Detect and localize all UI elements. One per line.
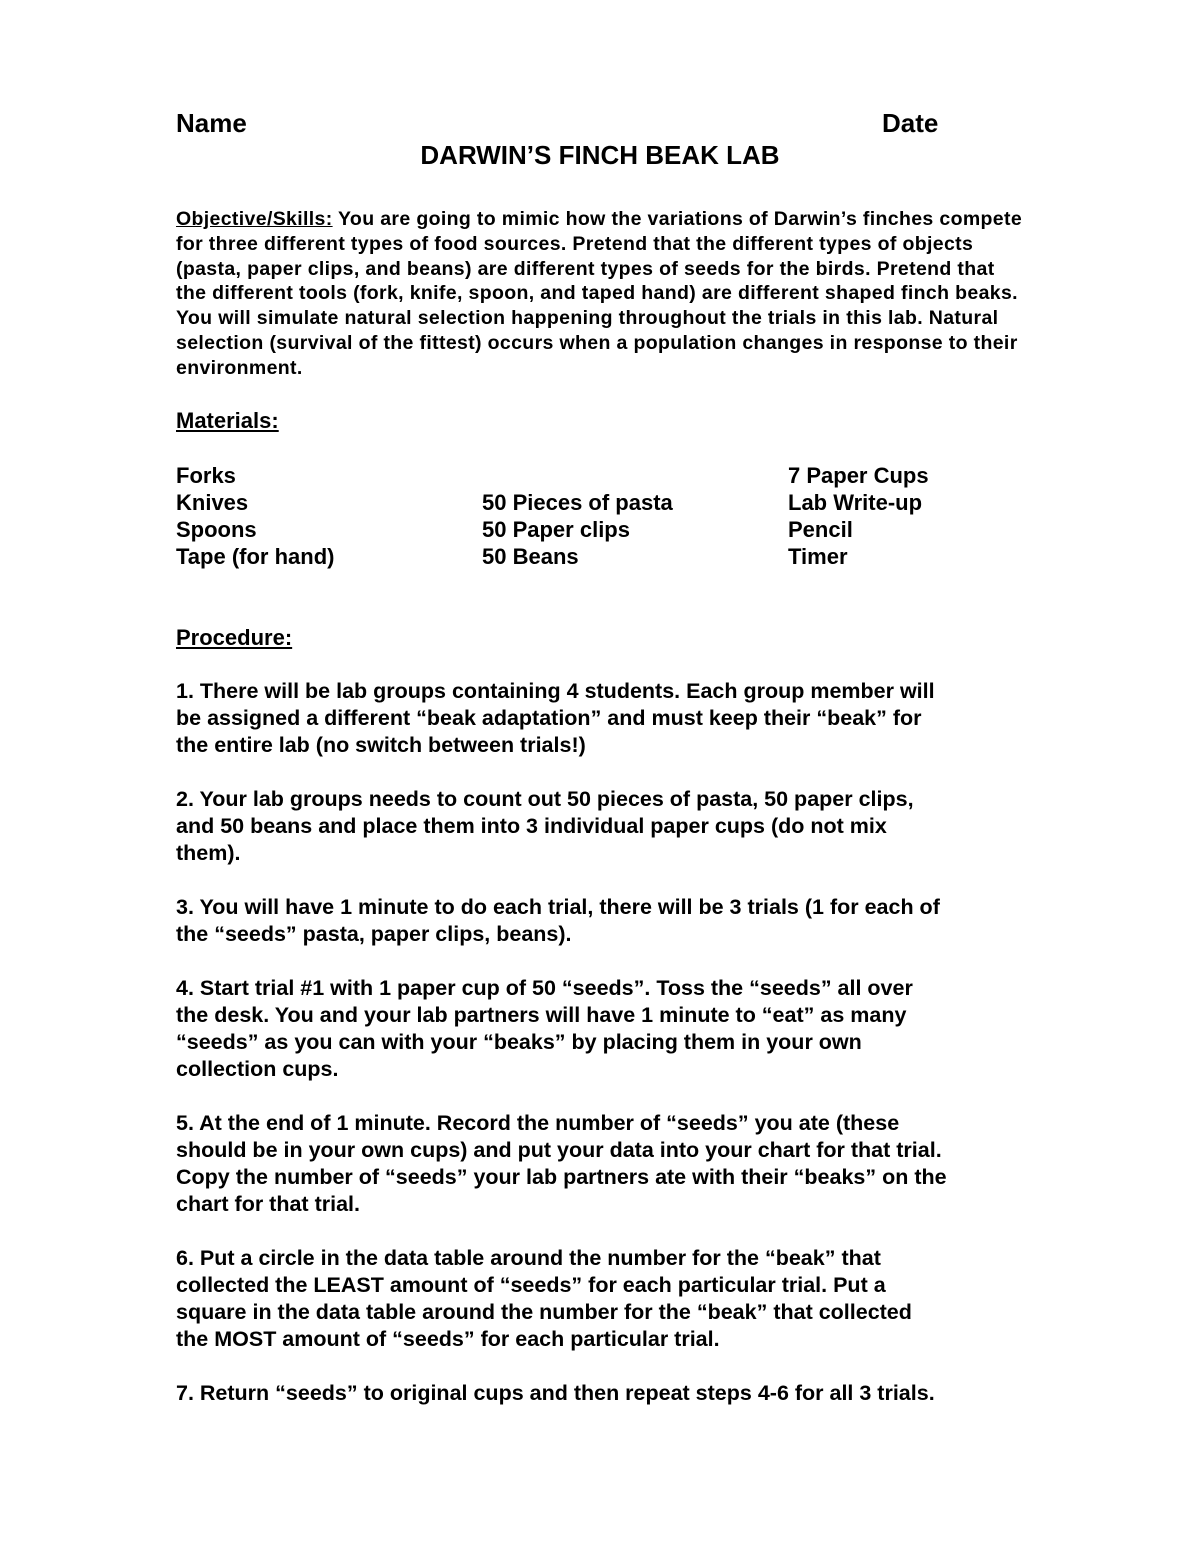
materials-column-tools [176, 462, 334, 570]
material-item: Spoons [176, 517, 257, 542]
procedure-step-7: 7. Return “seeds” to original cups and then repeat steps 4-6 for all 3 trials. [176, 1381, 935, 1405]
objective-paragraph [176, 207, 1026, 381]
name-label: Name [176, 108, 247, 138]
procedure-step-1: 1. There will be lab groups containing 4 students. Each group member will be assigned a different “beak adaptation” and must keep their “beak” for the entire lab (no switch between trials!) [176, 679, 935, 757]
material-item: 50 Beans [482, 544, 579, 569]
date-label: Date [882, 108, 939, 138]
procedure-steps [176, 678, 1036, 1434]
material-item: Timer [788, 544, 848, 569]
material-item: 50 Paper clips [482, 517, 630, 542]
page-title: DARWIN’S FINCH BEAK LAB [420, 140, 780, 170]
procedure-step-6: 6. Put a circle in the data table around the number for the “beak” that collected the LEAST amount of “seeds” for each particular trial. Put a square in the data table around the number for the “beak” that collected the MOST amount of “seeds” for each particular trial. [176, 1246, 912, 1351]
materials-column-seeds [482, 462, 673, 570]
materials-heading: Materials: [176, 408, 279, 433]
material-item: Pencil [788, 517, 853, 542]
material-item: Forks [176, 463, 236, 488]
procedure-step-5: 5. At the end of 1 minute. Record the number of “seeds” you ate (these should be in your own cups) and put your data into your chart for that trial. Copy the number of “seeds” your lab partners ate with their “beaks” on the chart for that trial. [176, 1111, 947, 1216]
material-item: Tape (for hand) [176, 544, 335, 569]
material-item: Lab Write-up [788, 490, 923, 515]
materials-column-supplies [788, 462, 929, 570]
procedure-step-2: 2. Your lab groups needs to count out 50 pieces of pasta, 50 paper clips, and 50 beans and place them into 3 individual paper cups (do not mix them). [176, 787, 914, 865]
procedure-step-4: 4. Start trial #1 with 1 paper cup of 50 “seeds”. Toss the “seeds” all over the desk. You and your lab partners will have 1 minute to “eat” as many “seeds” as you can with your “beaks” by placing them in your own collection cups. [176, 976, 913, 1081]
material-item: 50 Pieces of pasta [482, 490, 673, 515]
material-item: Knives [176, 490, 249, 515]
objective-text: You are going to mimic how the variations of Darwin’s finches compete for three different types of food sources. Pretend that the different types of objects (pasta, paper clips, and beans) are different types of seeds for the birds. Pretend that the different tools (fork, knife, spoon, and taped hand) are different shaped finch beaks. You will simulate natural selection happening throughout the trials in this lab. Natural selection (survival of the fittest) occurs when a population changes in response to their environment. [176, 208, 1023, 379]
material-item: 7 Paper Cups [788, 463, 929, 488]
material-item [482, 462, 673, 489]
objective-label: Objective/Skills: [176, 208, 333, 230]
procedure-step-3: 3. You will have 1 minute to do each trial, there will be 3 trials (1 for each of the “seeds” pasta, paper clips, beans). [176, 895, 940, 946]
procedure-heading: Procedure: [176, 625, 293, 650]
